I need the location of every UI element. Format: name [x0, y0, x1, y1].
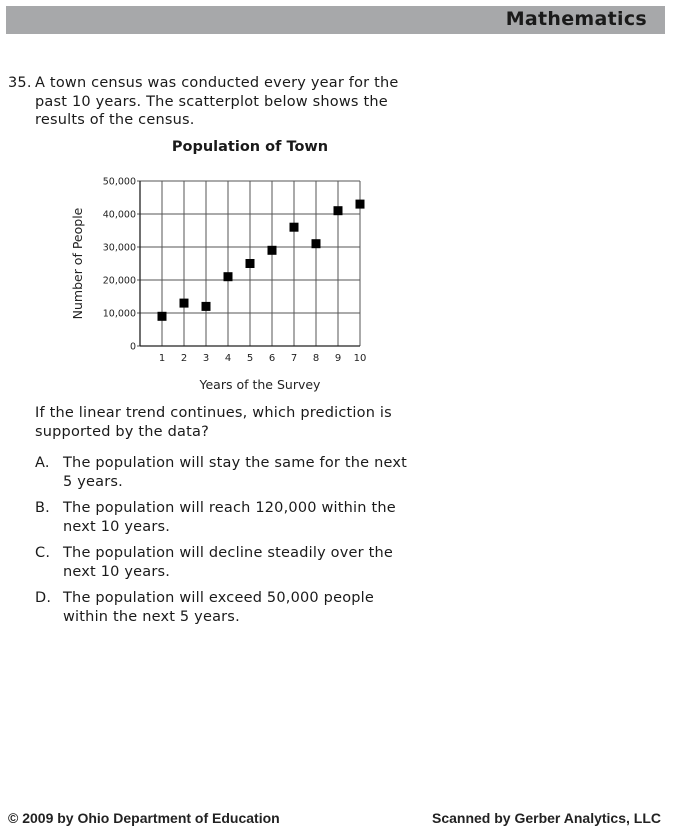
header-bar: [6, 6, 665, 34]
y-tick-label: 10,000: [102, 308, 136, 320]
data-point: [180, 299, 189, 308]
choice-a[interactable]: [35, 454, 415, 491]
x-tick-label: 7: [290, 353, 298, 364]
choice-text: The population will decline steadily over the next 10 years.: [63, 545, 394, 580]
choice-text: The population will exceed 50,000 people within the next 5 years.: [63, 590, 375, 625]
question-stem: [8, 74, 418, 130]
question-text: A town census was conducted every year for the past 10 years. The scatterplot below shows the results of the census.: [35, 75, 399, 128]
data-point: [356, 200, 365, 209]
x-tick-label: 6: [268, 353, 276, 364]
chart-title: Population of Town: [171, 139, 329, 155]
choice-text: The population will stay the same for the next 5 years.: [63, 455, 407, 490]
x-axis-label: Years of the Survey: [199, 377, 321, 392]
scatterplot: [60, 170, 380, 400]
x-tick-label: 1: [158, 353, 166, 364]
data-point: [202, 302, 211, 311]
x-tick-label: 10: [353, 353, 367, 364]
y-tick-label: 0: [129, 341, 136, 353]
x-tick-label: 3: [202, 353, 210, 364]
data-point: [312, 239, 321, 248]
choice-b[interactable]: [35, 499, 415, 536]
answer-choices: [35, 454, 415, 634]
y-tick-label: 20,000: [102, 275, 136, 287]
choice-letter: C.: [35, 545, 51, 561]
y-tick-label: 40,000: [102, 209, 136, 221]
data-point: [158, 312, 167, 321]
copyright-notice: © 2009 by Ohio Department of Education: [8, 810, 280, 826]
data-point: [268, 246, 277, 255]
question-number: 35.: [8, 75, 32, 91]
y-tick-label: 30,000: [102, 242, 136, 254]
data-point: [246, 259, 255, 268]
choice-letter: B.: [35, 500, 50, 516]
choice-c[interactable]: [35, 544, 415, 581]
x-tick-label: 5: [246, 353, 254, 364]
data-point: [290, 223, 299, 232]
y-tick-label: 50,000: [102, 176, 136, 188]
choice-letter: D.: [35, 590, 52, 606]
choice-letter: A.: [35, 455, 50, 471]
choice-text: The population will reach 120,000 within the next 10 years.: [63, 500, 396, 535]
choice-d[interactable]: [35, 589, 415, 626]
question-prompt: If the linear trend continues, which prediction is supported by the data?: [35, 405, 392, 440]
data-point: [334, 206, 343, 215]
subject-title: Mathematics: [505, 8, 647, 30]
scan-credit: Scanned by Gerber Analytics, LLC: [432, 810, 661, 826]
x-tick-label: 4: [224, 353, 232, 364]
x-tick-label: 2: [180, 353, 188, 364]
x-tick-label: 9: [334, 353, 342, 364]
data-point: [224, 272, 233, 281]
y-axis-label: Number of People: [70, 207, 85, 320]
x-tick-label: 8: [312, 353, 320, 364]
